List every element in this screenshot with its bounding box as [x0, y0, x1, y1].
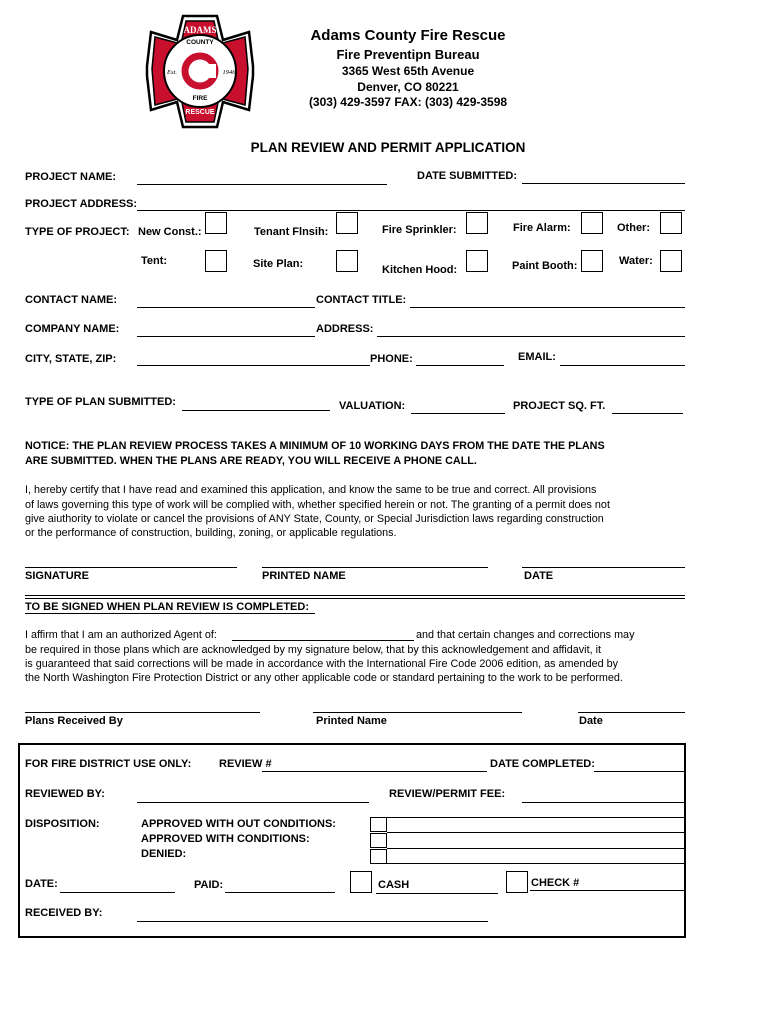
tent-checkbox[interactable]	[205, 250, 227, 272]
type-of-plan-field[interactable]	[182, 410, 330, 411]
cash-checkbox[interactable]	[350, 871, 372, 893]
reviewed-by-field[interactable]	[137, 802, 369, 803]
project-address-field[interactable]	[137, 210, 685, 211]
tenant-finish-label: Tenant Flnsih:	[254, 226, 329, 238]
agent-of-field[interactable]	[232, 640, 414, 641]
date-submitted-field[interactable]	[522, 183, 685, 184]
printed-name-label: PRINTED NAME	[262, 570, 346, 582]
printed-name-field[interactable]	[262, 567, 488, 568]
signature-label: SIGNATURE	[25, 570, 89, 582]
denied-checkbox[interactable]	[370, 849, 387, 864]
logo-county-text: COUNTY	[186, 39, 214, 46]
sq-ft-label: PROJECT SQ. FT.	[513, 400, 606, 412]
date-submitted-label: DATE SUBMITTED:	[417, 170, 518, 182]
type-of-plan-label: TYPE OF PLAN SUBMITTED:	[25, 396, 176, 408]
contact-name-field[interactable]	[137, 307, 315, 308]
water-checkbox[interactable]	[660, 250, 682, 272]
phone-field[interactable]	[416, 365, 504, 366]
signature-field[interactable]	[25, 567, 237, 568]
certify-line-1: I, hereby certify that I have read and examined this application, and know the same to be true and correct. All provisions	[25, 484, 597, 496]
received-by-field[interactable]	[137, 921, 488, 922]
affirm-line-1b: and that certain changes and corrections may	[416, 629, 635, 641]
date-completed-field[interactable]	[594, 771, 684, 772]
bureau-name: Fire Preventipn Bureau	[336, 47, 480, 62]
address-line-2: Denver, CO 80221	[357, 80, 459, 94]
paid-label: PAID:	[194, 879, 224, 891]
fire-sprinkler-label: Fire Sprinkler:	[382, 224, 457, 236]
valuation-label: VALUATION:	[339, 400, 406, 412]
notice-line-1: NOTICE: THE PLAN REVIEW PROCESS TAKES A MINIMUM OF 10 WORKING DAYS FROM THE DATE THE PLANS	[25, 440, 605, 452]
new-const-checkbox[interactable]	[205, 212, 227, 234]
company-name-field[interactable]	[137, 336, 315, 337]
kitchen-hood-checkbox[interactable]	[466, 250, 488, 272]
email-field[interactable]	[560, 365, 685, 366]
tenant-finish-checkbox[interactable]	[336, 212, 358, 234]
company-name-label: COMPANY NAME:	[25, 323, 120, 335]
valuation-field[interactable]	[411, 413, 505, 414]
logo-year-text: 1946	[222, 69, 236, 76]
type-of-project-label: TYPE OF PROJECT:	[25, 226, 130, 238]
contact-title-label: CONTACT TITLE:	[316, 294, 407, 306]
other-checkbox[interactable]	[660, 212, 682, 234]
form-title: PLAN REVIEW AND PERMIT APPLICATION	[250, 140, 526, 155]
date-2-label: Date	[579, 715, 603, 727]
project-name-label: PROJECT NAME:	[25, 171, 117, 183]
affirm-line-1a: I affirm that I am an authorized Agent of:	[25, 629, 217, 641]
site-plan-label: Site Plan:	[253, 258, 304, 270]
address-label: ADDRESS:	[316, 323, 374, 335]
contact-title-field[interactable]	[410, 307, 685, 308]
printed-name-2-label: Printed Name	[316, 715, 387, 727]
denied-label: DENIED:	[141, 848, 187, 860]
email-label: EMAIL:	[518, 351, 556, 363]
paint-booth-label: Paint Booth:	[512, 260, 578, 272]
paint-booth-checkbox[interactable]	[581, 250, 603, 272]
reviewed-by-label: REVIEWED BY:	[25, 788, 105, 800]
affirm-line-3: is guaranteed that said corrections will be made in accordance with the International Fire Code 2006 edition, as amended by	[25, 658, 618, 670]
review-fee-field[interactable]	[522, 802, 685, 803]
disposition-line-3	[387, 848, 685, 849]
fire-alarm-label: Fire Alarm:	[513, 222, 571, 234]
review-fee-label: REVIEW/PERMIT FEE:	[389, 788, 506, 800]
approved-without-conditions-label: APPROVED WITH OUT CONDITIONS:	[141, 818, 336, 830]
check-label: CHECK #	[531, 877, 580, 889]
phone-label: PHONE:	[370, 353, 413, 365]
review-number-label: REVIEW #	[219, 758, 272, 770]
city-state-zip-field[interactable]	[137, 365, 370, 366]
fire-sprinkler-checkbox[interactable]	[466, 212, 488, 234]
kitchen-hood-label: Kitchen Hood:	[382, 264, 458, 276]
approved-without-conditions-checkbox[interactable]	[370, 817, 387, 832]
heading-underline	[25, 613, 315, 614]
certify-line-2: of laws governing this type of work will be complied with, whether specified herein or not. The granting of a permit does not	[25, 499, 610, 511]
tent-label: Tent:	[141, 255, 168, 267]
logo-rescue-text: RESCUE	[185, 109, 215, 116]
notice-line-2: ARE SUBMITTED. WHEN THE PLANS ARE READY, YOU WILL RECEIVE A PHONE CALL.	[25, 455, 477, 467]
disposition-line-4	[387, 863, 685, 864]
project-address-label: PROJECT ADDRESS:	[25, 198, 138, 210]
date-completed-label: DATE COMPLETED:	[490, 758, 595, 770]
other-label: Other:	[617, 222, 650, 234]
project-name-field[interactable]	[137, 184, 387, 185]
section-divider-bottom	[25, 598, 685, 599]
fire-department-logo	[145, 14, 255, 129]
date-label: DATE	[524, 570, 554, 582]
review-completed-heading: TO BE SIGNED WHEN PLAN REVIEW IS COMPLETED:	[25, 601, 309, 613]
certify-line-4: or the performance of construction, building, zoning, or applicable regulations.	[25, 527, 397, 539]
logo-adams-text: ADAMS	[183, 25, 217, 35]
affirm-line-2: be required in those plans which are acknowledged by my signature below, that by this acknowledgement and affidavit, it	[25, 644, 601, 656]
date-2-field[interactable]	[578, 712, 685, 713]
date-3-label: DATE:	[25, 878, 58, 890]
disposition-label: DISPOSITION:	[25, 818, 100, 830]
cash-field[interactable]	[376, 893, 498, 894]
certify-line-3: give aiuthority to violate or cancel the provisions of ANY State, County, or Special Jurisdiction laws regarding construction	[25, 513, 604, 525]
approved-with-conditions-checkbox[interactable]	[370, 833, 387, 848]
disposition-line-1	[387, 817, 685, 818]
for-district-use-label: FOR FIRE DISTRICT USE ONLY:	[25, 758, 192, 770]
check-number-field[interactable]	[530, 890, 685, 891]
date-3-field[interactable]	[60, 892, 175, 893]
phone-fax: (303) 429-3597 FAX: (303) 429-3598	[308, 95, 508, 109]
water-label: Water:	[619, 255, 653, 267]
section-divider-top	[25, 595, 685, 596]
paid-field[interactable]	[225, 892, 335, 893]
address-line-1: 3365 West 65th Avenue	[341, 64, 475, 78]
check-checkbox[interactable]	[506, 871, 528, 893]
fire-alarm-checkbox[interactable]	[581, 212, 603, 234]
plans-received-by-label: Plans Received By	[25, 715, 123, 727]
org-name: Adams County Fire Rescue	[310, 27, 506, 44]
sq-ft-field[interactable]	[612, 413, 683, 414]
plans-received-by-field[interactable]	[25, 712, 260, 713]
affirm-line-4: the North Washington Fire Protection District or any other applicable code or standard pertaining to the work to be performed.	[25, 672, 623, 684]
date-field[interactable]	[522, 567, 685, 568]
printed-name-2-field[interactable]	[313, 712, 522, 713]
review-number-field[interactable]	[262, 771, 487, 772]
fire-district-box	[18, 743, 686, 938]
contact-name-label: CONTACT NAME:	[25, 294, 118, 306]
received-by-label: RECEIVED BY:	[25, 907, 103, 919]
logo-est-text: Est.	[167, 69, 177, 76]
logo-fire-text: FIRE	[192, 95, 208, 102]
cash-label: CASH	[378, 879, 410, 891]
site-plan-checkbox[interactable]	[336, 250, 358, 272]
approved-with-conditions-label: APPROVED WITH CONDITIONS:	[141, 833, 310, 845]
city-state-zip-label: CITY, STATE, ZIP:	[25, 353, 117, 365]
new-const-label: New Const.:	[138, 226, 202, 238]
disposition-line-2	[387, 832, 685, 833]
address-field[interactable]	[377, 336, 685, 337]
